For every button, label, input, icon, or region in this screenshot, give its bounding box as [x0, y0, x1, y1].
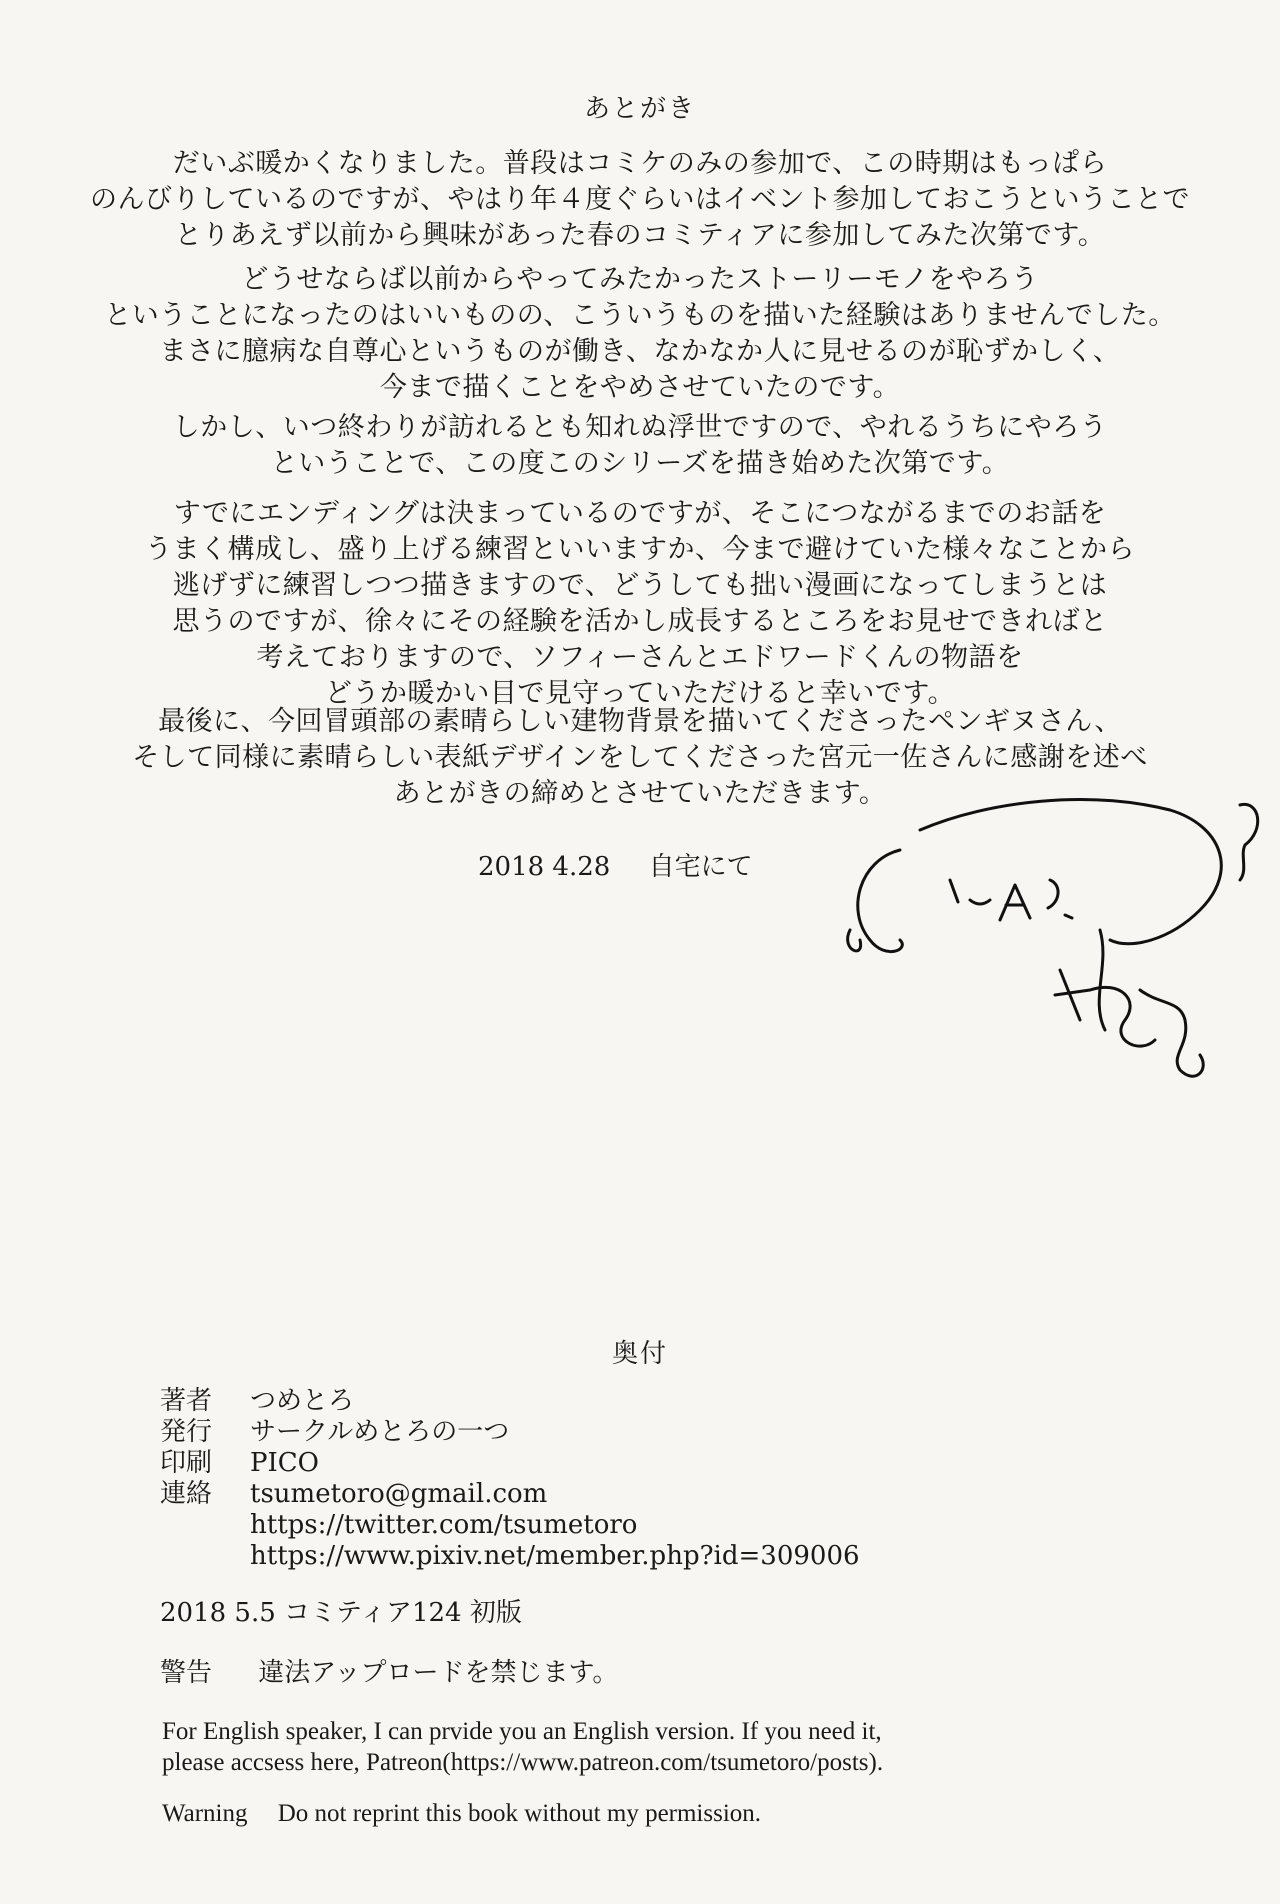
warning-label: 警告 — [160, 1658, 213, 1688]
warning-en-text: Do not reprint this book without my permission. — [277, 1800, 762, 1827]
contact-pixiv-row — [160, 1541, 860, 1572]
author-row — [160, 1386, 860, 1417]
colophon-title: 奥付 — [611, 1339, 668, 1369]
afterword-paragraph-2 — [60, 262, 1220, 406]
text-line: ということで、この度このシリーズを描き始めた次第です。 — [270, 448, 1010, 479]
afterword-paragraph-4 — [60, 496, 1220, 712]
contact-twitter: https://twitter.com/tsumetoro — [250, 1510, 638, 1540]
text-line: どうせならば以前からやってみたかったストーリーモノをやろう — [241, 264, 1039, 295]
edition-info: 2018 5.5 コミティア124 初版 — [160, 1598, 522, 1628]
colophon-details — [160, 1386, 860, 1572]
contact-label: 連絡 — [160, 1479, 213, 1509]
text-line: 今まで描くことをやめさせていたのです。 — [379, 372, 901, 403]
publisher-label: 発行 — [160, 1417, 213, 1447]
afterword-date: 2018 4.28 — [478, 852, 611, 882]
publisher-value: サークルめとろの一つ — [250, 1417, 510, 1447]
signature-doodle — [840, 790, 1270, 1120]
printer-value: PICO — [250, 1448, 319, 1478]
contact-pixiv: https://www.pixiv.net/member.php?id=309006 — [250, 1541, 860, 1571]
text-line: すでにエンディングは決まっているのですが、そこにつながるまでのお話を — [173, 498, 1107, 529]
text-line: 最後に、今回冒頭部の素晴らしい建物背景を描いてくださったペンギヌさん、 — [158, 706, 1122, 737]
english-notice — [162, 1716, 883, 1778]
afterword-place: 自宅にて — [648, 852, 753, 882]
text-line: please accsess here, Patreon(https://www.patreon.com/tsumetoro/posts). — [162, 1749, 884, 1776]
text-line: For English speaker, I can prvide you an English version. If you need it, — [162, 1718, 882, 1745]
afterword-paragraph-1 — [60, 146, 1220, 254]
publisher-row — [160, 1417, 860, 1448]
text-line: そして同様に素晴らしい表紙デザインをしてくださった宮元一佐さんに感謝を述べ — [132, 742, 1148, 773]
text-line: あとがきの締めとさせていただきます。 — [393, 778, 887, 809]
text-line: うまく構成し、盛り上げる練習といいますか、今まで避けていた様々なことから — [145, 534, 1135, 565]
contact-email: tsumetoro@gmail.com — [250, 1479, 548, 1509]
afterword-paragraph-3 — [60, 410, 1220, 482]
afterword-title: あとがき — [583, 94, 696, 124]
text-line: だいぶ暖かくなりました。普段はコミケのみの参加で、この時期はもっぱら — [172, 148, 1108, 179]
warning-en-label: Warning — [162, 1800, 248, 1827]
contact-twitter-row — [160, 1510, 860, 1541]
text-line: ということになったのはいいものの、こういうものを描いた経験はありませんでした。 — [104, 300, 1176, 331]
text-line: とりあえず以前から興味があった春のコミティアに参加してみた次第です。 — [174, 220, 1106, 251]
text-line: まさに臆病な自尊心というものが働き、なかなか人に見せるのが恥ずかしく、 — [159, 336, 1121, 367]
text-line: のんびりしているのですが、やはり年４度ぐらいはイベント参加しておこうということで — [90, 184, 1190, 215]
text-line: 逃げずに練習しつつ描きますので、どうしても拙い漫画になってしまうとは — [172, 570, 1108, 601]
printer-row — [160, 1448, 860, 1479]
text-line: しかし、いつ終わりが訪れるとも知れぬ浮世ですので、やれるうちにやろう — [172, 412, 1108, 443]
contact-row — [160, 1479, 860, 1510]
author-value: つめとろ — [250, 1386, 355, 1416]
author-label: 著者 — [160, 1386, 213, 1416]
text-line: 考えておりますので、ソフィーさんとエドワードくんの物語を — [256, 642, 1024, 673]
text-line: 思うのですが、徐々にその経験を活かし成長するところをお見せできればと — [172, 606, 1108, 637]
printer-label: 印刷 — [160, 1448, 213, 1478]
warning-text: 違法アップロードを禁じます。 — [258, 1658, 619, 1688]
warning-english — [162, 1800, 761, 1828]
afterword-date-line — [478, 846, 783, 883]
text-line: どうか暖かい目で見守っていただけると幸いです。 — [324, 678, 956, 709]
warning-japanese — [160, 1652, 618, 1689]
